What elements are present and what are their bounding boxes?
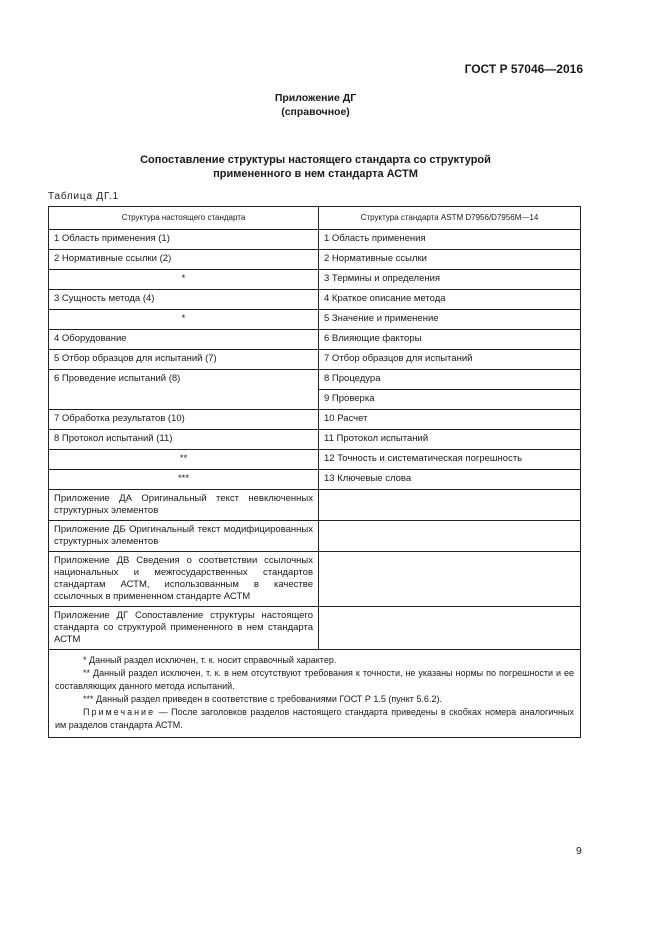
table-cell: 12 Точность и систематическая погрешность [319, 450, 581, 470]
table-cell: 8 Процедура [319, 370, 581, 390]
table-footnotes-row [49, 650, 581, 738]
structure-comparison-table [48, 206, 581, 738]
table-cell: ** [49, 450, 319, 470]
table-note [55, 706, 574, 732]
table-cell [319, 552, 581, 607]
table-cell: 8 Протокол испытаний (11) [49, 430, 319, 450]
table-header-row [49, 207, 581, 230]
appendix-title: Приложение ДГ [274, 92, 357, 104]
table-row [49, 607, 581, 650]
note-text: — После заголовков разделов настоящего стандарта приведены в скобках номера аналогичных им разделов стандарта АСТМ. [55, 707, 574, 730]
table-cell: *** [49, 470, 319, 490]
page-number: 9 [576, 845, 582, 857]
table-cell [319, 490, 581, 521]
table-cell: 3 Сущность метода (4) [49, 290, 319, 310]
footnote-1: * Данный раздел исключен, т. к. носит справочный характер. [83, 655, 337, 665]
table-caption: Таблица ДГ.1 [48, 191, 119, 202]
table-cell: 10 Расчет [319, 410, 581, 430]
table-cell: 2 Нормативные ссылки [319, 250, 581, 270]
header-cell-astm-standard: Структура стандарта ASTM D7956/D7956M—14 [319, 207, 581, 230]
table-row [49, 410, 581, 430]
table-cell: 6 Влияющие факторы [319, 330, 581, 350]
table-cell: 9 Проверка [319, 390, 581, 410]
table-cell: 3 Термины и определения [319, 270, 581, 290]
section-title-line-2: примененного в нем стандарта АСТМ [213, 168, 418, 180]
table-cell: 6 Проведение испытаний (8) [49, 370, 319, 410]
table-cell: * [49, 270, 319, 290]
table-cell: Приложение ДГ Сопоставление структуры настоящего стандарта со структурой примененного в нем стандарта АСТМ [49, 607, 319, 650]
table-cell: * [49, 310, 319, 330]
table-cell: 13 Ключевые слова [319, 470, 581, 490]
table-row [49, 270, 581, 290]
table-cell: Приложение ДБ Оригинальный текст модифицированных структурных элементов [49, 521, 319, 552]
table-footnotes [49, 650, 581, 738]
table-cell: 11 Протокол испытаний [319, 430, 581, 450]
appendix-heading [0, 91, 631, 119]
table-row [49, 290, 581, 310]
table-cell: Приложение ДА Оригинальный текст невключенных структурных элементов [49, 490, 319, 521]
section-title-line-1: Сопоставление структуры настоящего стандарта со структурой [140, 154, 491, 166]
table-cell: 5 Значение и применение [319, 310, 581, 330]
appendix-subtitle: (справочное) [281, 106, 350, 118]
table-row [49, 552, 581, 607]
table-row [49, 330, 581, 350]
table-row [49, 450, 581, 470]
table-row [49, 250, 581, 270]
table-cell: 1 Область применения (1) [49, 230, 319, 250]
table-cell: 4 Краткое описание метода [319, 290, 581, 310]
table-cell: Приложение ДВ Сведения о соответствии ссылочных национальных и межгосударственных стандартов стандартам АСТМ, использованным в качестве ссылочных в примененном стандарте АСТМ [49, 552, 319, 607]
table-row [49, 470, 581, 490]
footnote-2: ** Данный раздел исключен, т. к. в нем отсутствуют требования к точности, не указаны нормы по погрешности и ее составляющих данного метода испытаний. [55, 668, 574, 691]
table-cell [319, 607, 581, 650]
footnote-3: *** Данный раздел приведен в соответствие с требованиями ГОСТ Р 1.5 (пункт 5.6.2). [83, 694, 442, 704]
header-cell-this-standard: Структура настоящего стандарта [49, 207, 319, 230]
table-row [49, 310, 581, 330]
table-row [49, 521, 581, 552]
table-cell: 1 Область применения [319, 230, 581, 250]
table-row [49, 430, 581, 450]
document-id: ГОСТ Р 57046—2016 [464, 62, 583, 76]
table-cell: 2 Нормативные ссылки (2) [49, 250, 319, 270]
table-row [49, 370, 581, 390]
section-title [0, 153, 631, 181]
table-row [49, 350, 581, 370]
table-row [49, 230, 581, 250]
table-row [49, 490, 581, 521]
table-cell: 7 Отбор образцов для испытаний [319, 350, 581, 370]
table-cell: 7 Обработка результатов (10) [49, 410, 319, 430]
table-cell: 5 Отбор образцов для испытаний (7) [49, 350, 319, 370]
note-label: Примечание [83, 707, 156, 717]
table-cell [319, 521, 581, 552]
table-cell: 4 Оборудование [49, 330, 319, 350]
